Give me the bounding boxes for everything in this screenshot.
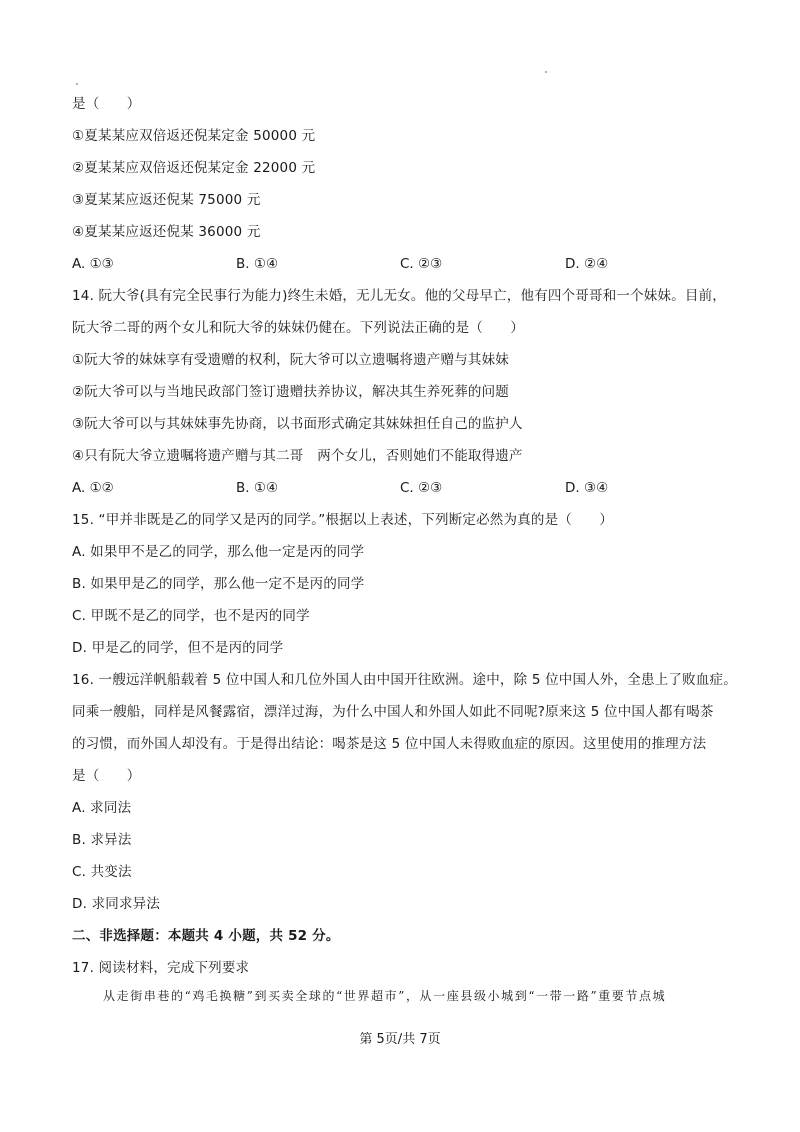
q15-option-b[interactable]: B. 如果甲是乙的同学，那么他一定不是丙的同学 bbox=[72, 576, 365, 592]
q13-item: ①夏某某应双倍返还倪某定金 50000 元 bbox=[72, 128, 316, 144]
q16-stem-line: 同乘一艘船，同样是风餐露宿，漂洋过海，为什么中国人和外国人如此不同呢?原来这 5 位中国人都有喝茶 bbox=[72, 704, 714, 720]
q17-stem: 17. 阅读材料，完成下列要求 bbox=[72, 960, 250, 976]
scan-speck bbox=[76, 83, 78, 85]
q14-option-a[interactable]: A. ①② bbox=[72, 480, 114, 496]
q14-option-c[interactable]: C. ②③ bbox=[400, 480, 443, 496]
q13-option-d[interactable]: D. ②④ bbox=[565, 256, 609, 272]
q14-stem-line: 14. 阮大爷(具有完全民事行为能力)终生未婚，无儿无女。他的父母早亡，他有四个哥哥和一个妹妹。目前， bbox=[72, 288, 726, 304]
q15-stem: 15. “甲并非既是乙的同学又是丙的同学。”根据以上表述，下列断定必然为真的是（ ） bbox=[72, 512, 614, 528]
q14-item: ②阮大爷可以与当地民政部门签订遗赠扶养协议，解决其生养死葬的问题 bbox=[72, 384, 510, 400]
q13-option-c[interactable]: C. ②③ bbox=[400, 256, 443, 272]
q17-material-text: 从走街串巷的“鸡毛换糖”到买卖全球的“世界超市”，从一座县级小城到“一带一路”重要节点城 bbox=[103, 989, 667, 1003]
q13-item: ③夏某某应返还倪某 75000 元 bbox=[72, 192, 261, 208]
page-number: 第 5页/共 7页 bbox=[359, 1032, 441, 1047]
q16-option-a[interactable]: A. 求同法 bbox=[72, 800, 132, 816]
q15-option-c[interactable]: C. 甲既不是乙的同学，也不是丙的同学 bbox=[72, 608, 310, 624]
q14-option-b[interactable]: B. ①④ bbox=[236, 480, 279, 496]
section-heading: 二、非选择题：本题共 4 小题，共 52 分。 bbox=[72, 928, 340, 944]
q16-stem-line: 16. 一艘远洋帆船载着 5 位中国人和几位外国人由中国开往欧洲。途中，除 5 位中国人外，全患上了败血症。 bbox=[72, 672, 737, 688]
q16-stem-line: 是（ ） bbox=[72, 768, 141, 784]
q14-item: ①阮大爷的妹妹享有受遗赠的权利，阮大爷可以立遗嘱将遗产赠与其妹妹 bbox=[72, 352, 510, 368]
q13-item: ②夏某某应双倍返还倪某定金 22000 元 bbox=[72, 160, 316, 176]
q14-options bbox=[0, 479, 800, 497]
q14-item: ③阮大爷可以与其妹妹事先协商，以书面形式确定其妹妹担任自己的监护人 bbox=[72, 416, 523, 432]
q13-item: ④夏某某应返还倪某 36000 元 bbox=[72, 224, 261, 240]
q13-options bbox=[0, 255, 800, 273]
q14-stem-line: 阮大爷二哥的两个女儿和阮大爷的妹妹仍健在。下列说法正确的是（ ） bbox=[72, 320, 525, 336]
q15-option-a[interactable]: A. 如果甲不是乙的同学，那么他一定是丙的同学 bbox=[72, 544, 365, 560]
q14-option-d[interactable]: D. ③④ bbox=[565, 480, 609, 496]
q14-item: ④只有阮大爷立遗嘱将遗产赠与其二哥 两个女儿，否则她们不能取得遗产 bbox=[72, 448, 523, 464]
q16-stem-line: 的习惯，而外国人却没有。于是得出结论：喝茶是这 5 位中国人未得败血症的原因。这里使用的推理方法 bbox=[72, 736, 707, 752]
q16-option-b[interactable]: B. 求异法 bbox=[72, 832, 132, 848]
q13-stem-tail: 是（ ） bbox=[72, 96, 141, 112]
q16-option-c[interactable]: C. 共变法 bbox=[72, 864, 132, 880]
scan-speck bbox=[545, 71, 547, 73]
q16-option-d[interactable]: D. 求同求异法 bbox=[72, 896, 161, 912]
q13-option-a[interactable]: A. ①③ bbox=[72, 256, 114, 272]
q13-option-b[interactable]: B. ①④ bbox=[236, 256, 279, 272]
q15-option-d[interactable]: D. 甲是乙的同学，但不是丙的同学 bbox=[72, 640, 284, 656]
